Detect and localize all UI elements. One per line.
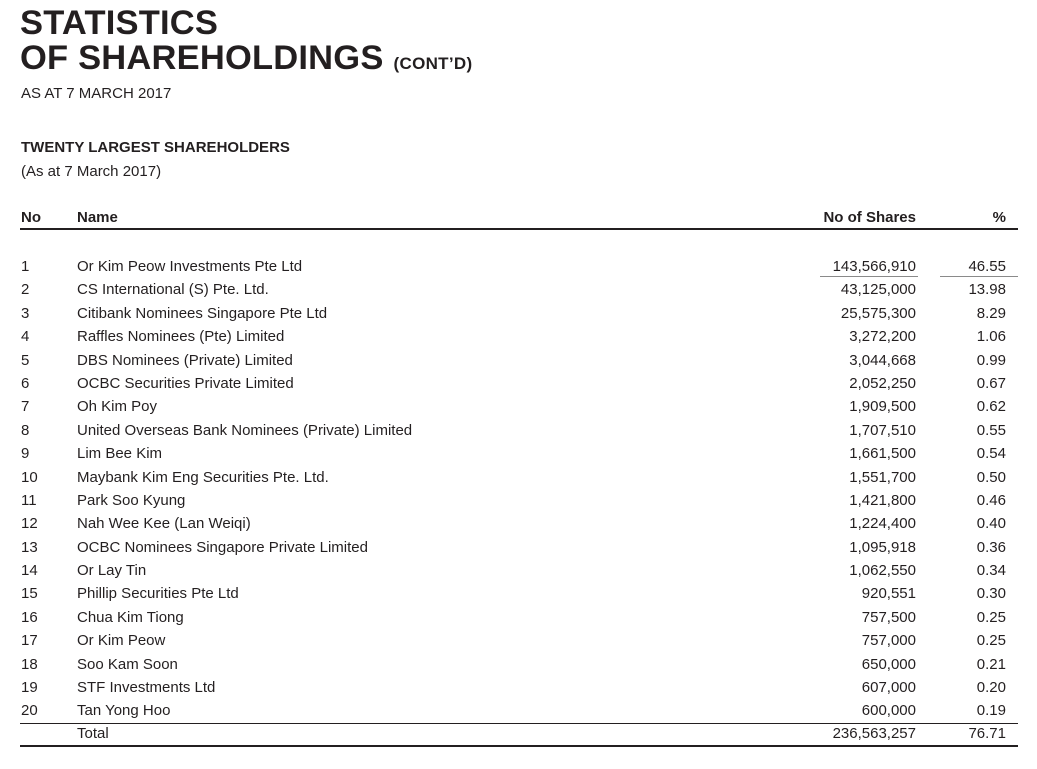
row-number: 5 [21, 351, 30, 369]
shares-count: 1,551,700 [849, 468, 916, 486]
shares-count: 757,000 [861, 632, 916, 650]
shares-percent: 0.50 [976, 468, 1006, 486]
shares-count: 600,000 [861, 702, 916, 720]
table-row [0, 325, 1037, 348]
shares-percent: 0.19 [976, 702, 1006, 720]
table-row [0, 395, 1037, 418]
table-row [0, 302, 1037, 325]
column-header-no: No [21, 209, 41, 226]
table-row [0, 536, 1037, 559]
total-shares: 236,563,257 [832, 725, 916, 742]
table-row [0, 442, 1037, 465]
total-row [0, 723, 1037, 745]
title-suffix: (CONT’D) [393, 54, 473, 73]
table-row [0, 349, 1037, 372]
row-number: 3 [21, 304, 30, 322]
shares-percent: 0.34 [976, 562, 1006, 580]
shares-count: 2,052,250 [849, 374, 916, 392]
row-number: 11 [21, 491, 37, 509]
shareholder-name: Tan Yong Hoo [77, 702, 171, 720]
table-row [0, 629, 1037, 652]
shares-percent: 0.20 [976, 679, 1006, 697]
table-row [0, 466, 1037, 489]
shares-count: 143,566,910 [832, 258, 916, 275]
shares-percent: 46.55 [968, 258, 1006, 275]
table-row [0, 489, 1037, 512]
shares-count: 25,575,300 [840, 304, 916, 322]
shares-percent: 0.54 [976, 445, 1006, 463]
shareholder-name: Maybank Kim Eng Securities Pte. Ltd. [77, 468, 329, 486]
row-number: 1 [21, 258, 30, 275]
row-number: 20 [21, 702, 38, 720]
row-number: 13 [21, 538, 38, 556]
table-row [0, 582, 1037, 605]
shares-percent: 0.62 [976, 398, 1006, 416]
row-number: 12 [21, 515, 38, 533]
shares-percent: 0.55 [976, 421, 1006, 439]
shares-percent: 0.46 [976, 491, 1006, 509]
total-bottom-divider [20, 745, 1018, 747]
column-header-name: Name [77, 209, 118, 226]
row-number: 15 [21, 585, 38, 603]
shareholder-name: CS International (S) Pte. Ltd. [77, 281, 269, 299]
header-divider [20, 228, 1018, 230]
shares-percent: 0.40 [976, 515, 1006, 533]
shareholders-table-body [0, 255, 1037, 723]
shares-count: 1,062,550 [849, 562, 916, 580]
table-row [0, 278, 1037, 301]
shares-count: 1,224,400 [849, 515, 916, 533]
shareholder-name: STF Investments Ltd [77, 679, 216, 697]
shareholder-name: Citibank Nominees Singapore Pte Ltd [77, 304, 328, 322]
table-row [0, 512, 1037, 535]
shares-count: 1,421,800 [849, 491, 916, 509]
shares-percent: 1.06 [976, 328, 1006, 346]
row-number: 8 [21, 421, 30, 439]
table-row [0, 699, 1037, 722]
shareholder-name: Chua Kim Tiong [77, 608, 184, 626]
row-number: 18 [21, 655, 38, 673]
shares-percent: 0.25 [976, 608, 1006, 626]
table-row [0, 559, 1037, 582]
shares-count: 1,707,510 [849, 421, 916, 439]
table-row [0, 372, 1037, 395]
row-number: 10 [21, 468, 38, 486]
row-number: 7 [21, 398, 30, 416]
percent-column-rule [940, 276, 1018, 277]
row-number: 9 [21, 445, 30, 463]
row-number: 6 [21, 374, 30, 392]
shares-percent: 0.30 [976, 585, 1006, 603]
row-number: 17 [21, 632, 38, 650]
row-number: 16 [21, 608, 38, 626]
row-number: 2 [21, 281, 30, 299]
shareholder-name: Or Kim Peow Investments Pte Ltd [77, 258, 303, 275]
table-row [0, 653, 1037, 676]
column-header-percent: % [992, 209, 1006, 226]
shareholder-name: Soo Kam Soon [77, 655, 178, 673]
shares-count: 607,000 [861, 679, 916, 697]
shares-count: 920,551 [861, 585, 916, 603]
page-title [20, 6, 472, 81]
shareholder-name: Nah Wee Kee (Lan Weiqi) [77, 515, 251, 533]
shares-percent: 8.29 [976, 304, 1006, 322]
shareholder-name: Lim Bee Kim [77, 445, 163, 463]
shares-percent: 13.98 [968, 281, 1006, 299]
shareholder-name: Raffles Nominees (Pte) Limited [77, 328, 285, 346]
shares-percent: 0.21 [976, 655, 1006, 673]
shareholder-name: Or Lay Tin [77, 562, 147, 580]
shares-percent: 0.36 [976, 538, 1006, 556]
shares-count: 3,044,668 [849, 351, 916, 369]
shareholder-name: Park Soo Kyung [77, 491, 186, 509]
shares-count: 757,500 [861, 608, 916, 626]
row-number: 14 [21, 562, 38, 580]
shares-count: 1,661,500 [849, 445, 916, 463]
shares-count: 1,909,500 [849, 398, 916, 416]
as-at-date: AS AT 7 MARCH 2017 [21, 85, 172, 102]
shareholder-name: OCBC Securities Private Limited [77, 374, 294, 392]
shares-count: 3,272,200 [849, 328, 916, 346]
shares-percent: 0.67 [976, 374, 1006, 392]
table-row [0, 255, 1037, 278]
shareholder-name: OCBC Nominees Singapore Private Limited [77, 538, 368, 556]
total-label: Total [77, 725, 109, 742]
table-row [0, 419, 1037, 442]
table-row [0, 606, 1037, 629]
shareholder-name: Oh Kim Poy [77, 398, 158, 416]
title-line-1: STATISTICS [20, 4, 219, 42]
shares-count: 1,095,918 [849, 538, 916, 556]
total-percent: 76.71 [968, 725, 1006, 742]
shareholder-name: Or Kim Peow [77, 632, 166, 650]
shareholder-name: United Overseas Bank Nominees (Private) Limited [77, 421, 413, 439]
row-number: 19 [21, 679, 38, 697]
shares-percent: 0.25 [976, 632, 1006, 650]
section-subtitle: (As at 7 March 2017) [21, 163, 162, 180]
shareholder-name: DBS Nominees (Private) Limited [77, 351, 293, 369]
row-number: 4 [21, 328, 30, 346]
column-header-shares: No of Shares [823, 209, 916, 226]
shares-percent: 0.99 [976, 351, 1006, 369]
shares-count: 43,125,000 [840, 281, 916, 299]
shares-column-rule [820, 276, 918, 277]
shares-count: 650,000 [861, 655, 916, 673]
shareholder-name: Phillip Securities Pte Ltd [77, 585, 239, 603]
title-line-2-text: OF SHAREHOLDINGS [20, 39, 384, 77]
table-row [0, 676, 1037, 699]
title-line-2 [20, 41, 472, 81]
section-title: TWENTY LARGEST SHAREHOLDERS [21, 139, 290, 156]
